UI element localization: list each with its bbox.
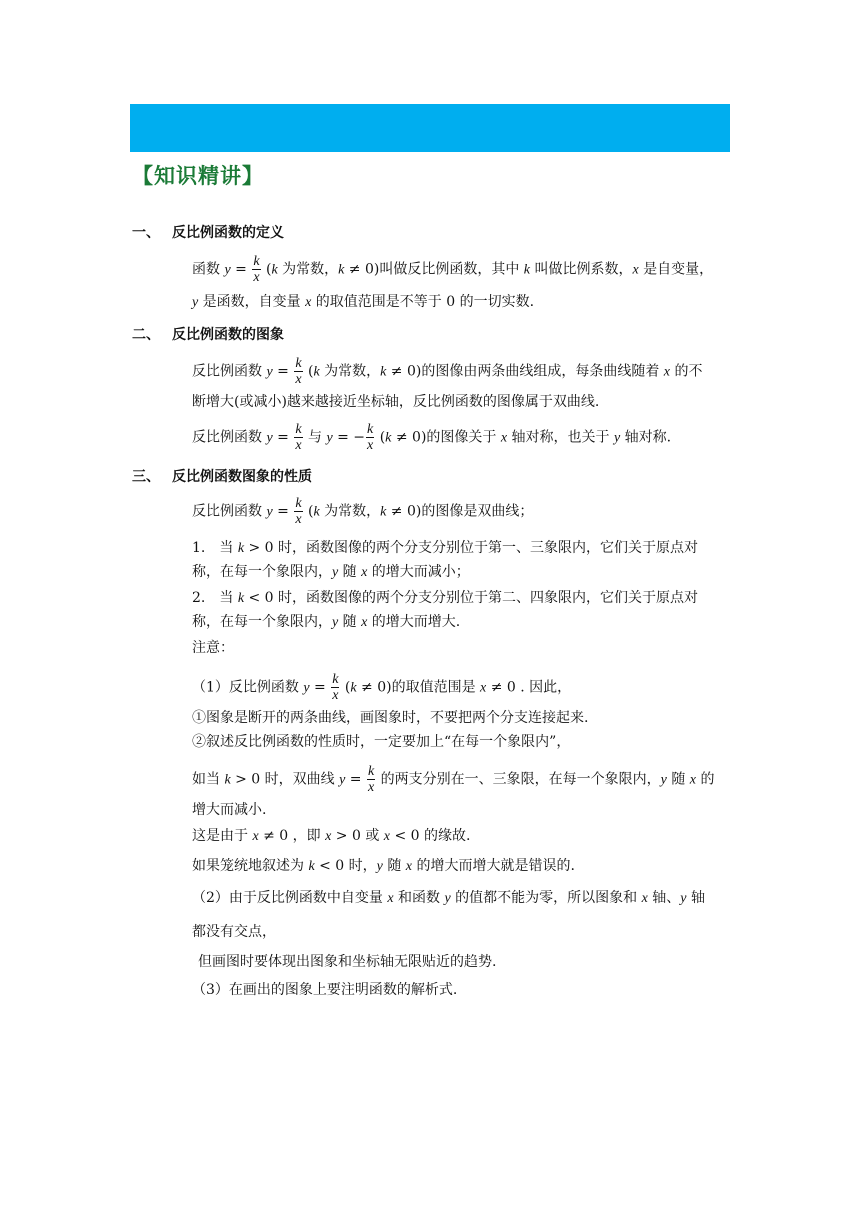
properties-line-1: 反比例函数 y = $\frac{k}{x}$ (k 为常数，k ≠ 0)的图像是双曲线；: [192, 496, 534, 527]
note-1: （1）反比例函数 y = $\frac{k}{x}$ (k ≠ 0)的取值范围是 x ≠ 0 . 因此，: [192, 672, 572, 703]
property-1-line-b: 称，在每一个象限内，y 随 x 的增大而减小；: [192, 564, 470, 580]
fraction-k-over-x: $\frac{k}{x}$: [367, 764, 375, 795]
heading-properties: 三、 反比例函数图象的性质: [132, 469, 312, 485]
property-2-line-b: 称，在每一个象限内，y 随 x 的增大而增大.: [192, 614, 461, 630]
example-line-1: 如当 k > 0 时，双曲线 y = $\frac{k}{x}$ 的两支分别在一、三象限，在每一个象限内，y 随 x 的: [192, 764, 715, 795]
property-1-line-a: 1. 当 k > 0 时，函数图像的两个分支分别位于第一、三象限内，它们关于原点对: [192, 540, 699, 556]
graph-line-2: 断增大(或减小)越来越接近坐标轴，反比例函数的图像属于双曲线.: [192, 394, 600, 410]
note-2-line-b: 都没有交点，: [192, 924, 276, 940]
example-line-2: 增大而减小.: [192, 802, 267, 818]
fraction-k-over-x: $\frac{k}{x}$: [295, 496, 302, 527]
note-label: 注意：: [192, 640, 234, 656]
fraction-k-over-x: $\frac{k}{x}$: [295, 356, 302, 387]
heading-definition: 一、 反比例函数的定义: [132, 225, 284, 241]
fraction-k-over-x: $\frac{k}{x}$: [295, 422, 302, 453]
note-2-line-c: 但画图时要体现出图象和坐标轴无限贴近的趋势.: [198, 954, 497, 970]
graph-line-3: 反比例函数 y = $\frac{k}{x}$ 与 y = − $\frac{k}{x}$ (k ≠ 0)的图像关于 x 轴对称，也关于 y 轴对称.: [192, 422, 672, 453]
note-1-item-2: ②叙述反比例函数的性质时，一定要加上“在每一个象限内”，: [192, 734, 571, 750]
note-3: （3）在画出的图象上要注明函数的解析式.: [192, 982, 458, 998]
fraction-k-over-x: $\frac{k}{x}$: [253, 254, 260, 285]
definition-line-1: 函数 y = $\frac{k}{x}$ (k 为常数，k ≠ 0)叫做反比例函数，其中 k 叫做比例系数，x 是自变量，: [192, 254, 714, 285]
example-line-3: 这是由于 x ≠ 0 ，即 x > 0 或 x < 0 的缘故.: [192, 828, 471, 844]
example-line-4: 如果笼统地叙述为 k < 0 时，y 随 x 的增大而增大就是错误的.: [192, 858, 575, 874]
note-2-line-a: （2）由于反比例函数中自变量 x 和函数 y 的值都不能为零，所以图象和 x 轴、y 轴: [192, 890, 705, 906]
definition-line-2: y 是函数，自变量 x 的取值范围是不等于 0 的一切实数.: [192, 294, 535, 310]
header-banner: [130, 104, 730, 152]
section-title: 【知识精讲】: [132, 164, 264, 188]
graph-line-1: 反比例函数 y = $\frac{k}{x}$ (k 为常数，k ≠ 0)的图像由两条曲线组成，每条曲线随着 x 的不: [192, 356, 703, 387]
fraction-k-over-x: $\frac{k}{x}$: [332, 672, 339, 703]
heading-graph: 二、 反比例函数的图象: [132, 327, 284, 343]
property-2-line-a: 2. 当 k < 0 时，函数图像的两个分支分别位于第二、四象限内，它们关于原点对: [192, 590, 699, 606]
note-1-item-1: ①图象是断开的两条曲线，画图象时，不要把两个分支连接起来.: [192, 710, 589, 726]
fraction-k-over-x: $\frac{k}{x}$: [367, 422, 374, 453]
